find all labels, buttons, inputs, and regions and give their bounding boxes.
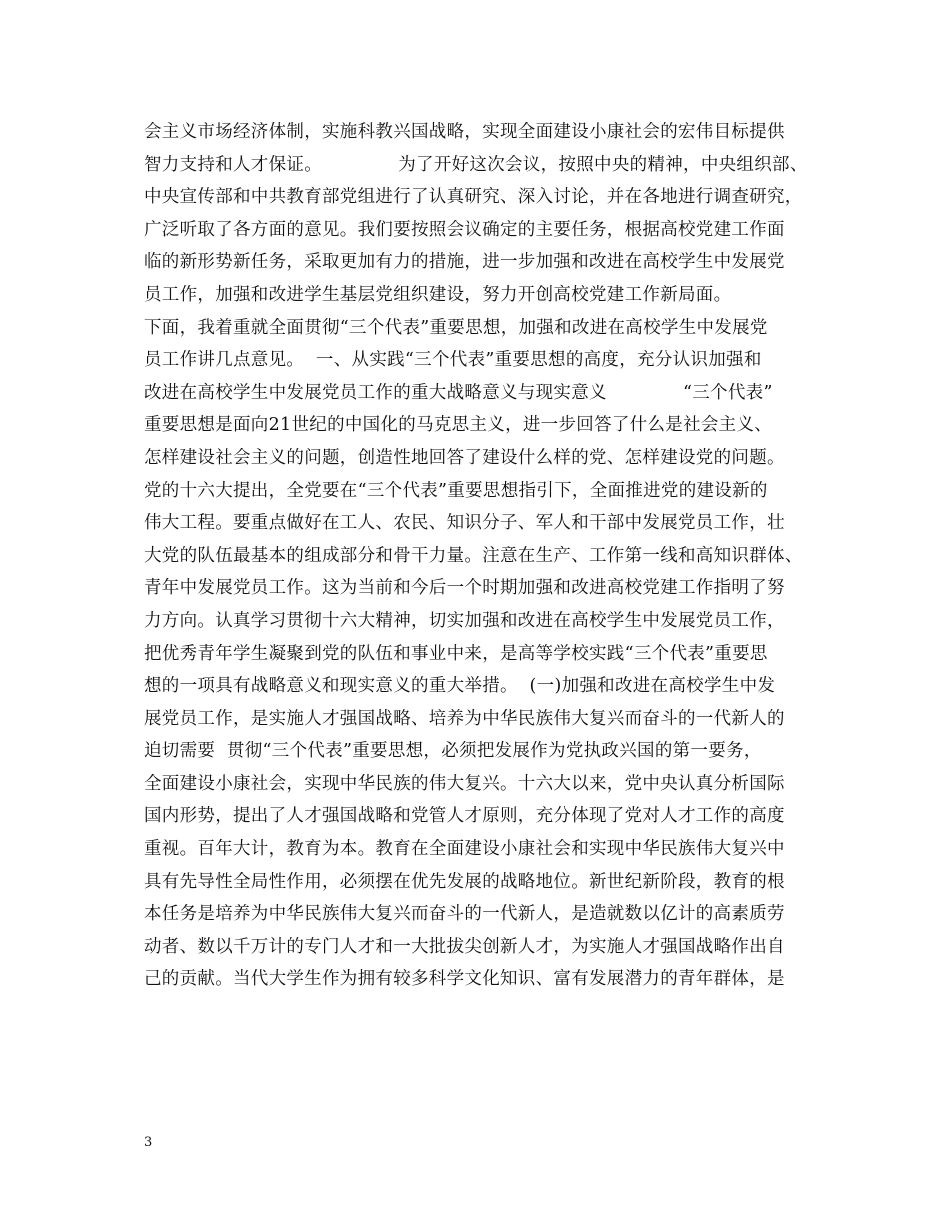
- text-line: 重要思想是面向21世纪的中国化的马克思主义，进一步回答了什么是社会主义、: [144, 415, 773, 436]
- text-line: 员工作讲几点意见。 一、从实践“三个代表”重要思想的高度，充分认识加强和: [144, 350, 762, 371]
- text-line: 全面建设小康社会，实现中华民族的伟大复兴。十六大以来，党中央认真分析国际: [144, 773, 785, 794]
- text-line: 怎样建设社会主义的问题，创造性地回答了建设什么样的党、怎样建设党的问题。: [144, 447, 785, 468]
- page-number: 3: [144, 1135, 153, 1150]
- text-line: 党的十六大提出，全党要在“三个代表”重要思想指引下，全面推进党的建设新的: [144, 480, 768, 501]
- text-line: 会主义市场经济体制，实施科教兴国战略，实现全面建设小康社会的宏伟目标提供: [144, 122, 785, 142]
- text-line: 本任务是培养为中华民族伟大复兴而奋斗的一代新人，是造就数以亿计的高素质劳: [144, 904, 785, 925]
- text-line: 重视。百年大计，教育为本。教育在全面建设小康社会和实现中华民族伟大复兴中: [144, 839, 785, 860]
- text-line: 下面，我着重就全面贯彻“三个代表”重要思想，加强和改进在高校学生中发展党: [144, 317, 768, 338]
- text-line: 大党的队伍最基本的组成部分和骨干力量。注意在生产、工作第一线和高知识群体、: [144, 545, 803, 566]
- body-text: [144, 116, 834, 996]
- text-line: 想的一项具有战略意义和现实意义的重大举措。 (一)加强和改进在高校学生中发: [144, 676, 776, 697]
- text-line: 迫切需要 贯彻“三个代表”重要思想，必须把发展作为党执政兴国的第一要务，: [144, 741, 762, 762]
- text-line: 员工作，加强和改进学生基层党组织建设，努力开创高校党建工作新局面。: [144, 284, 732, 305]
- text-line: 展党员工作，是实施人才强国战略、培养为中华民族伟大复兴而奋斗的一代新人的: [144, 708, 785, 729]
- text-line: 动者、数以千万计的专门人才和一大批拔尖创新人才，为实施人才强国战略作出自: [144, 936, 785, 957]
- text-line: 把优秀青年学生凝聚到党的队伍和事业中来，是高等学校实践“三个代表”重要思: [144, 643, 768, 664]
- text-line: 力方向。认真学习贯彻十六大精神，切实加强和改进在高校学生中发展党员工作，: [144, 610, 785, 631]
- text-line: 广泛听取了各方面的意见。我们要按照会议确定的主要任务，根据高校党建工作面: [144, 219, 785, 240]
- text-line: 中央宣传部和中共教育部党组进行了认真研究、深入讨论，并在各地进行调查研究，: [144, 187, 803, 208]
- text-line: 青年中发展党员工作。这为当前和今后一个时期加强和改进高校党建工作指明了努: [144, 578, 785, 599]
- text-line: 改进在高校学生中发展党员工作的重大战略意义与现实意义 “三个代表”: [144, 382, 773, 403]
- text-line: 伟大工程。要重点做好在工人、农民、知识分子、军人和干部中发展党员工作，壮: [144, 513, 785, 534]
- text-line: 临的新形势新任务，采取更加有力的措施，进一步加强和改进在高校学生中发展党: [144, 252, 785, 273]
- text-line: 己的贡献。当代大学生作为拥有较多科学文化知识、富有发展潜力的青年群体，是: [144, 969, 785, 990]
- text-line: 智力支持和人才保证。 为了开好这次会议，按照中央的精神，中央组织部、: [144, 154, 808, 175]
- text-line: 具有先导性全局性作用，必须摆在优先发展的战略地位。新世纪新阶段，教育的根: [144, 871, 785, 892]
- text-line: 国内形势，提出了人才强国战略和党管人才原则，充分体现了党对人才工作的高度: [144, 806, 785, 827]
